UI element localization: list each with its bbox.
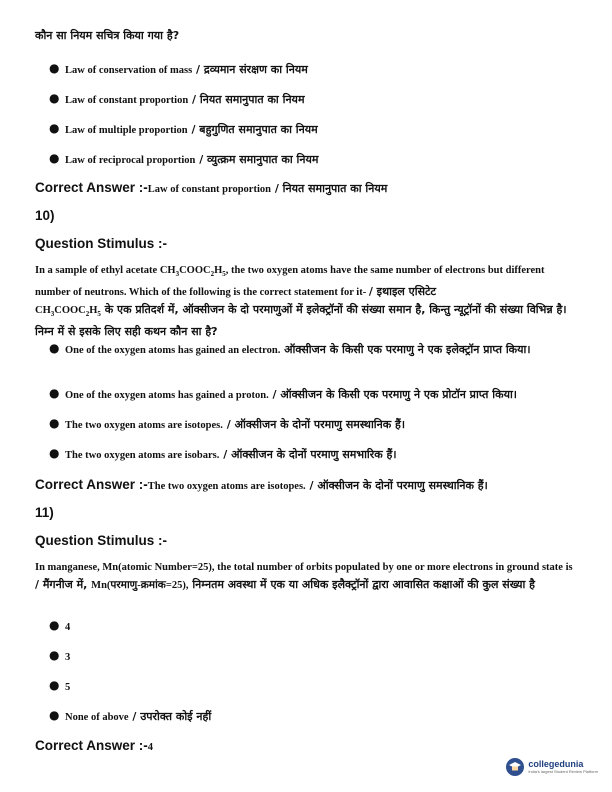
option-en: Law of reciprocal proportion [65,155,196,166]
option-en: The two oxygen atoms are isotopes. [65,420,223,431]
option-en: One of the oxygen atoms has gained a proton. [65,390,269,401]
graduate-cap-icon [509,761,521,773]
q10-number: 10) [35,208,55,223]
logo-brand: collegedunia [528,759,584,769]
answer-hi: / नियत समानुपात का नियम [270,182,388,195]
answer-en: 4 [147,742,154,753]
q10-stimulus-label: Question Stimulus :- [35,236,168,251]
bullet-icon: ● [49,416,60,430]
q9-correct-answer [35,177,387,196]
logo-text-block [528,760,598,774]
logo-mascot-icon [506,758,524,776]
option-en: Law of multiple proportion [65,125,188,136]
option-hi: / ऑक्सीजन के किसी एक परमाणु ने एक प्रोटॉन प्राप्त किया। [268,388,517,401]
bullet-icon: ● [49,618,60,632]
option-hi: / द्रव्यमान संरक्षण का नियम [192,63,308,76]
bullet-icon: ● [49,648,60,662]
ethyl-acetate-formula-2: $CH_3COOC_2H_5$ [35,305,101,319]
q9-option-4[interactable] [49,150,585,169]
q11-stem [35,557,575,593]
answer-hi: / ऑक्सीजन के दोनों परमाणु समस्थानिक हैं। [305,479,488,492]
stem-en-2: , the two oxygen atoms have the same number of electrons but different number of neutrons. Which of the following is the correct statement for it- [35,265,545,299]
option-en: One of the oxygen atoms has gained an electron. [65,345,281,356]
q11-option-1[interactable] [49,617,585,636]
stem-mn: Mn(परमाणु-क्रमांक=25), [91,580,189,591]
stem-hi-1: / इथाइल एसिटेट [368,285,437,299]
option-en: Law of conservation of mass [65,65,193,76]
q10-option-1[interactable] [49,340,585,359]
option-hi: / ऑक्सीजन के दोनों परमाणु समभारिक हैं। [219,448,397,461]
stem-hi-2: के एक प्रतिदर्श में, ऑक्सीजन के दो परमाणुओं में इलेक्ट्रॉनों की संख्या समान है, किन्तु न्यूट्रॉनों की संख्या विभिन्न है। निम्न में से इसके लिए सही कथन कौन सा है? [35,303,567,339]
q10-option-4[interactable] [49,445,585,464]
option-en: Law of constant proportion [65,95,189,106]
answer-label: Correct Answer :- [35,477,148,492]
stem-hi-2: निम्नतम अवस्था में एक या अधिक इलैक्ट्रॉनों द्वारा आवासित कक्षाओं की कुल संख्या है [188,578,536,591]
bullet-icon: ● [49,708,60,722]
q10-option-2[interactable] [49,385,585,404]
answer-label: Correct Answer :- [35,180,148,195]
option-hi: / नियत समानुपात का नियम [188,93,305,106]
q9-option-1[interactable] [49,60,585,79]
bullet-icon: ● [49,386,60,400]
option-en: 4 [65,622,71,633]
q11-option-4[interactable] [49,707,585,726]
q11-option-2[interactable] [49,647,585,666]
option-hi: / व्युत्क्रम समानुपात का नियम [195,153,319,166]
answer-en: The two oxygen atoms are isotopes. [147,481,306,492]
option-hi: / बहुगुणित समानुपात का नियम [187,123,318,136]
logo-tagline: India's largest Student Review Platform [528,769,598,774]
bullet-icon: ● [49,61,60,75]
option-en: 3 [65,652,71,663]
q10-option-3[interactable] [49,415,585,434]
q11-correct-answer [35,735,153,754]
bullet-icon: ● [49,341,60,355]
bullet-icon: ● [49,121,60,135]
q11-stimulus-label: Question Stimulus :- [35,533,168,548]
option-en: 5 [65,682,71,693]
option-en: The two oxygen atoms are isobars. [65,450,220,461]
bullet-icon: ● [49,151,60,165]
bullet-icon: ● [49,678,60,692]
bullet-icon: ● [49,91,60,105]
q11-option-3[interactable] [49,677,585,696]
answer-label: Correct Answer :- [35,738,148,753]
q9-option-2[interactable] [49,90,585,109]
option-en: None of above [65,712,129,723]
option-hi: / ऑक्सीजन के दोनों परमाणु समस्थानिक हैं। [222,418,406,431]
q10-correct-answer [35,474,488,493]
q9-option-3[interactable] [49,120,585,139]
q11-number: 11) [35,505,54,520]
option-hi: / उपरोक्त कोई नहीं [128,710,212,723]
stem-hi-1: / मैंगनीज में, [35,578,92,591]
answer-en: Law of constant proportion [147,184,271,195]
ethyl-acetate-formula: $CH_3COOC_2H_5$ [159,265,226,279]
q9-stem-tail: कौन सा नियम सचित्र किया गया है? [35,29,180,42]
stem-en: In manganese, Mn(atomic Number=25), the total number of orbits populated by one or more electrons in ground state is [35,562,573,573]
stem-en: In a sample of ethyl acetate [35,265,160,276]
option-hi: ऑक्सीजन के किसी एक परमाणु ने एक इलेक्ट्रॉन प्राप्त किया। [280,343,531,356]
collegedunia-logo [506,758,598,776]
q10-stem [35,260,575,339]
bullet-icon: ● [49,446,60,460]
